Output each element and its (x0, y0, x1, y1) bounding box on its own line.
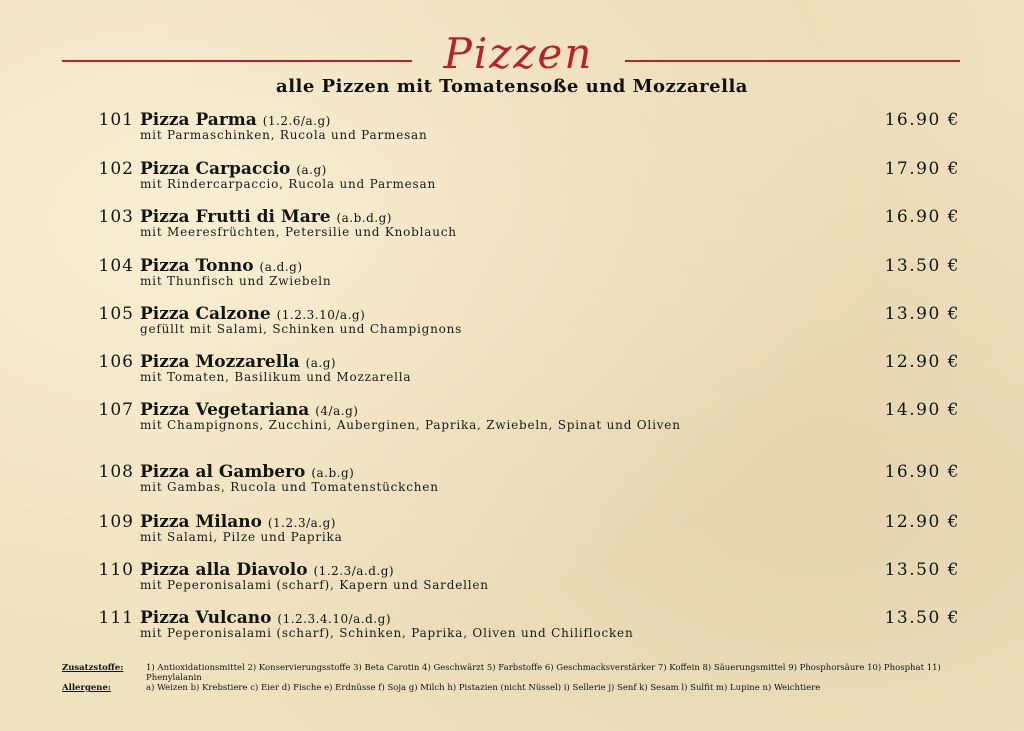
item-number: 104 (98, 256, 134, 276)
item-price: 13.90 € (884, 304, 960, 324)
item-number: 101 (98, 110, 134, 130)
item-title: Pizza al Gambero (140, 462, 306, 482)
item-price: 13.50 € (884, 608, 960, 628)
item-number: 109 (98, 512, 134, 532)
item-price: 16.90 € (884, 462, 960, 482)
item-price: 16.90 € (884, 207, 960, 227)
item-codes: (1.2.3.4.10/a.d.g) (277, 612, 392, 626)
item-description: mit Tomaten, Basilikum und Mozzarella (140, 370, 412, 384)
item-title: Pizza Frutti di Mare (140, 207, 331, 227)
item-number: 106 (98, 352, 134, 372)
item-codes: (a.d.g) (259, 260, 303, 274)
item-number: 103 (98, 207, 134, 227)
item-title: Pizza Milano (140, 512, 262, 532)
menu-subtitle: alle Pizzen mit Tomatensoße und Mozzarella (276, 76, 748, 97)
item-price: 13.50 € (884, 560, 960, 580)
header-rule-left (62, 60, 412, 62)
item-description: mit Gambas, Rucola und Tomatenstückchen (140, 480, 439, 494)
item-codes: (1.2.3/a.d.g) (313, 564, 395, 578)
item-number: 107 (98, 400, 134, 420)
item-title: Pizza alla Diavolo (140, 560, 308, 580)
item-description: mit Parmaschinken, Rucola und Parmesan (140, 128, 428, 142)
allergens-row (62, 683, 962, 693)
item-price: 13.50 € (884, 256, 960, 276)
item-description: mit Thunfisch und Zwiebeln (140, 274, 332, 288)
item-number: 111 (98, 608, 134, 628)
item-price: 17.90 € (884, 159, 960, 179)
item-number: 108 (98, 462, 134, 482)
item-title: Pizza Vegetariana (140, 400, 310, 420)
item-number: 102 (98, 159, 134, 179)
item-description: mit Meeresfrüchten, Petersilie und Knoblauch (140, 225, 457, 239)
item-codes: (1.2.3.10/a.g) (276, 308, 366, 322)
item-codes: (a.b.g) (311, 466, 355, 480)
item-price: 12.90 € (884, 512, 960, 532)
item-codes: (a.g) (296, 163, 327, 177)
item-number: 105 (98, 304, 134, 324)
header-rule-right (625, 60, 960, 62)
item-description: gefüllt mit Salami, Schinken und Champignons (140, 322, 463, 336)
item-number: 110 (98, 560, 134, 580)
item-description: mit Salami, Pilze und Paprika (140, 530, 343, 544)
additives-label: Zusatzstoffe: (62, 663, 124, 673)
item-codes: (1.2.3/a.g) (267, 516, 336, 530)
item-description: mit Peperonisalami (scharf), Schinken, Paprika, Oliven und Chiliflocken (140, 626, 634, 640)
additives-row (62, 663, 962, 683)
item-description: mit Peperonisalami (scharf), Kapern und Sardellen (140, 578, 489, 592)
legend-footer (62, 663, 962, 693)
item-price: 12.90 € (884, 352, 960, 372)
menu-title: Pizzen (443, 29, 594, 78)
menu-header (0, 28, 1024, 78)
item-title: Pizza Mozzarella (140, 352, 300, 372)
allergens-text: a) Weizen b) Krebstiere c) Eier d) Fische e) Erdnüsse f) Soja g) Milch h) Pistazien (nicht Nüssel) i) Sellerie j) Senf k) Sesam l) Sulfit m) Lupine n) Weichtiere (146, 683, 821, 693)
item-description: mit Champignons, Zucchini, Auberginen, Paprika, Zwiebeln, Spinat und Oliven (140, 418, 681, 432)
allergens-label: Allergene: (62, 683, 112, 693)
item-title: Pizza Vulcano (140, 608, 272, 628)
additives-text: 1) Antioxidationsmittel 2) Konservierungsstoffe 3) Beta Carotin 4) Geschwärzt 5) Farbstoffe 6) Geschmacksverstärker 7) Koffein 8) Säuerungsmittel 9) Phosphorsäure 10) Phosphat 11) Phenylalanin (146, 663, 941, 683)
item-description: mit Rindercarpaccio, Rucola und Parmesan (140, 177, 436, 191)
item-codes: (1.2.6/a.g) (262, 114, 331, 128)
item-codes: (a.b.d.g) (336, 211, 392, 225)
item-title: Pizza Calzone (140, 304, 271, 324)
item-title: Pizza Parma (140, 110, 257, 130)
item-price: 14.90 € (884, 400, 960, 420)
item-codes: (a.g) (305, 356, 337, 370)
item-codes: (4/a.g) (315, 404, 359, 418)
item-title: Pizza Tonno (140, 256, 254, 276)
item-price: 16.90 € (884, 110, 960, 130)
item-title: Pizza Carpaccio (140, 159, 291, 179)
